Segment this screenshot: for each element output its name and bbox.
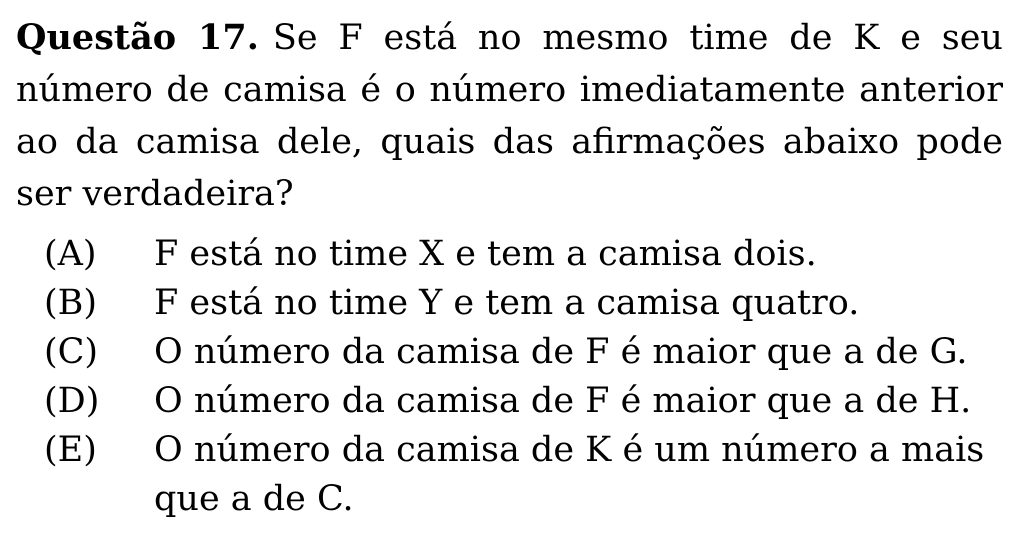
option-b-text: F está no time Y e tem a camisa quatro.: [154, 283, 860, 323]
option-a-letter: (A): [44, 234, 97, 274]
option-c-text: O número da camisa de F é maior que a de G.: [154, 332, 968, 372]
option-c: [16, 328, 1003, 377]
option-d-letter: (D): [44, 381, 100, 421]
question-title: Questão 17.: [16, 17, 259, 58]
option-d: [16, 377, 1003, 426]
option-e: [16, 426, 1003, 524]
option-e-letter: (E): [44, 430, 97, 470]
answer-options: [16, 230, 1003, 524]
option-e-text: O número da camisa de K é um número a mais que a de C.: [154, 430, 985, 519]
option-b: [16, 279, 1003, 328]
question-paragraph: [16, 12, 1003, 220]
option-b-letter: (B): [44, 283, 98, 323]
option-c-letter: (C): [44, 332, 99, 372]
question-text: Se F está no mesmo time de K e seu número de camisa é o número imediatamente anterior ao da camisa dele, quais das afirmações abaixo pode ser verdadeira?: [16, 18, 1003, 214]
option-a: [16, 230, 1003, 279]
option-a-text: F está no time X e tem a camisa dois.: [154, 234, 817, 274]
option-d-text: O número da camisa de F é maior que a de H.: [154, 381, 972, 421]
